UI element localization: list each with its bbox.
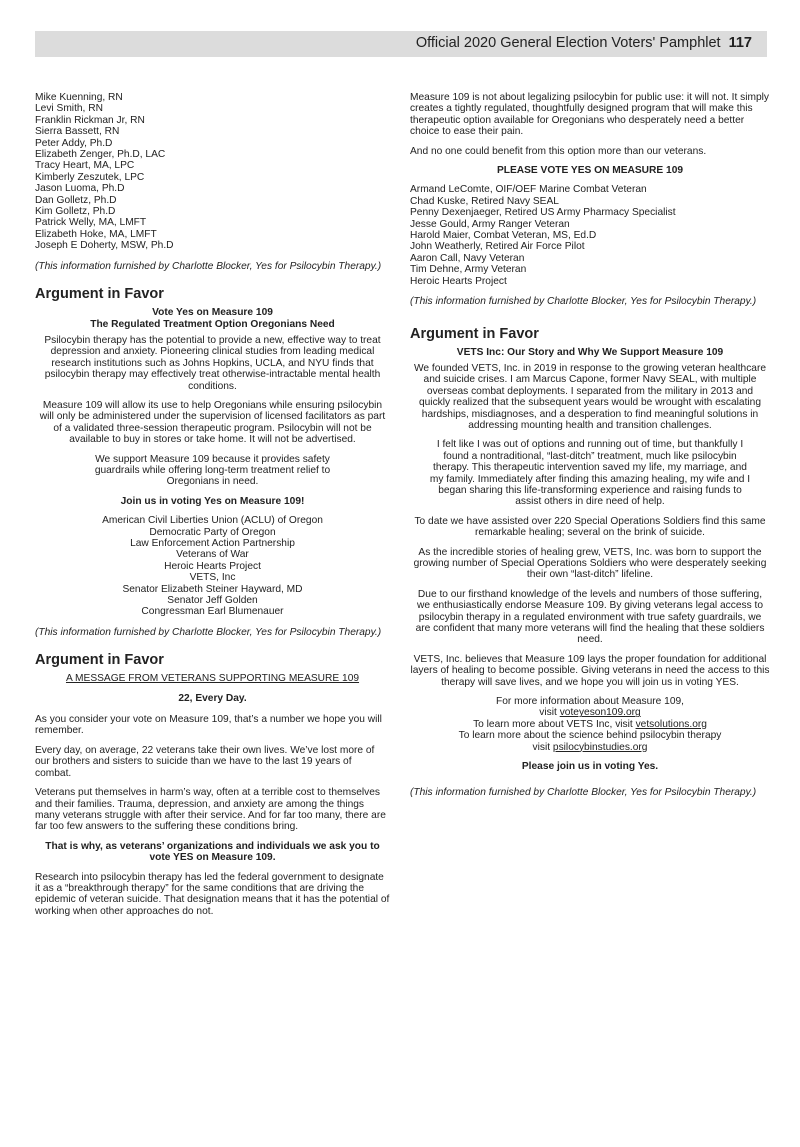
supporter: American Civil Liberties Union (ACLU) of Oregon <box>102 515 323 527</box>
right-column <box>410 92 770 812</box>
signer: Mike Kuenning, RN <box>35 92 123 103</box>
visit-text: visit <box>532 741 551 753</box>
signer: Jason Luoma, Ph.D <box>35 183 125 195</box>
signer: Jesse Gould, Army Ranger Veteran <box>410 218 570 230</box>
info-line <box>410 742 770 753</box>
paragraph: Due to our firsthand knowledge of the levels and numbers of those suffering, we enthusiastically endorse Measure 109. By giving veterans legal access to psilocybin therapy in a regulated environment with true safety guardrails, we are confident that many more veterans will find the healing that these soldiers need. <box>415 588 765 646</box>
signer: Tracy Heart, MA, LPC <box>35 160 135 172</box>
argument-heading: Argument in Favor <box>410 325 539 342</box>
join-call: Join us in voting Yes on Measure 109! <box>120 495 305 507</box>
paragraph: To date we have assisted over 220 Special Operations Soldiers find this same remarkable healing; several on the brink of suicide. <box>414 515 766 539</box>
paragraph: We support Measure 109 because it provides safety guardrails while offering long-term treatment relief to Oregonians in need. <box>94 453 331 488</box>
supporter: Senator Jeff Golden <box>167 595 258 607</box>
furnished-note: (This information furnished by Charlotte Blocker, Yes for Psilocybin Therapy.) <box>410 296 757 308</box>
argument-subtitle: A MESSAGE FROM VETERANS SUPPORTING MEASURE 109 <box>65 673 360 685</box>
every-day-title: 22, Every Day. <box>178 692 247 704</box>
signer: Joseph E Doherty, MSW, Ph.D <box>35 240 174 252</box>
signer: Levi Smith, RN <box>35 103 103 115</box>
furnished-note: (This information furnished by Charlotte Blocker, Yes for Psilocybin Therapy.) <box>35 626 382 638</box>
info-line <box>410 707 770 718</box>
signer: John Weatherly, Retired Air Force Pilot <box>410 241 585 253</box>
bold-call: That is why, as veterans’ organizations and individuals we ask you to vote YES on Measure 109. <box>45 840 380 864</box>
signer: Armand LeComte, OIF/OEF Marine Combat Veteran <box>410 184 647 196</box>
signer: Kimberly Zeszutek, LPC <box>35 171 145 183</box>
signer: Elizabeth Hoke, MA, LMFT <box>35 228 157 240</box>
paragraph: VETS, Inc. believes that Measure 109 lays the proper foundation for additional layers of healing to become possible. Giving veterans in need the access to this therapy will save lives, and we hope you will join us in voting YES. <box>410 653 770 688</box>
signer: Harold Maier, Combat Veteran, MS, Ed.D <box>410 230 597 242</box>
signer: Tim Dehne, Army Veteran <box>410 264 527 276</box>
info-text: To learn more about VETS Inc, visit <box>473 718 633 730</box>
page-number: 117 <box>728 35 752 51</box>
paragraph: We founded VETS, Inc. in 2019 in response to the growing veteran healthcare and suicide crises. I am Marcus Capone, former Navy SEAL, with multiple overseas combat deployments. I separated from the military in 2013 and quickly realized that the subsequent years would be wrought with escalating hardships, misdiagnoses, and a desperation to find meaningful solutions in addressing mounting health and transition challenges. <box>413 362 767 431</box>
paragraph: Veterans put themselves in harm’s way, often at a terrible cost to themselves and their families. Trauma, depression, and anxiety are among the things many veterans struggle with after their service. And for far too many, there are far too few answers to the suffering these conditions bring. <box>35 787 386 833</box>
signer-list <box>35 92 390 252</box>
left-column <box>35 92 390 925</box>
signer-list <box>410 184 770 287</box>
supporter: Senator Elizabeth Steiner Hayward, MD <box>122 583 303 595</box>
info-line: For more information about Measure 109, <box>496 696 684 708</box>
paragraph: And no one could benefit from this option more than our veterans. <box>410 145 707 157</box>
signer: Dan Golletz, Ph.D <box>35 194 117 206</box>
supporter: Veterans of War <box>176 549 249 561</box>
header-title <box>416 35 752 51</box>
paragraph: Measure 109 is not about legalizing psilocybin for public use: it will not. It simply creates a tightly regulated, thoughtfully designed program that will make this therapeutic option available for Oregonians who desperately need a better choice to ease their pain. <box>410 92 770 138</box>
info-line: To learn more about the science behind psilocybin therapy <box>458 730 722 742</box>
signer: Franklin Rickman Jr, RN <box>35 114 145 126</box>
visit-text: visit <box>539 707 557 719</box>
furnished-note: (This information furnished by Charlotte Blocker, Yes for Psilocybin Therapy.) <box>410 786 757 798</box>
signer: Peter Addy, Ph.D <box>35 137 113 149</box>
supporter: Congressman Earl Blumenauer <box>141 606 284 618</box>
vetsolutions-link[interactable]: vetsolutions.org <box>635 718 707 730</box>
signer: Sierra Bassett, RN <box>35 126 120 138</box>
furnished-note: (This information furnished by Charlotte Blocker, Yes for Psilocybin Therapy.) <box>35 260 382 272</box>
supporter: Heroic Hearts Project <box>164 560 261 572</box>
argument-subtitle: VETS Inc: Our Story and Why We Support Measure 109 <box>456 346 724 358</box>
supporter: Democratic Party of Oregon <box>149 526 276 538</box>
info-line <box>410 719 770 730</box>
argument-subtitle: Vote Yes on Measure 109 <box>152 307 273 319</box>
signer: Patrick Welly, MA, LMFT <box>35 217 147 229</box>
paragraph: As the incredible stories of healing grew, VETS, Inc. was born to support the growing number of Special Operations Soldiers who were desperately seeking their own “last-ditch” lifeline. <box>413 546 767 581</box>
supporter-list <box>35 515 390 618</box>
argument-heading: Argument in Favor <box>35 286 164 303</box>
argument-heading: Argument in Favor <box>35 652 164 669</box>
signer: Heroic Hearts Project <box>410 275 507 287</box>
info-links <box>410 696 770 753</box>
signer: Penny Dexenjaeger, Retired US Army Pharmacy Specialist <box>410 207 676 219</box>
page-header <box>35 31 767 57</box>
supporter: VETS, Inc <box>189 572 236 584</box>
paragraph: Measure 109 will allow its use to help Oregonians while ensuring psilocybin will only be administered under the supervision of licensed facilitators as part of a validated three-session therapeutic program. Psilocybin will not be available to buy in stores or take home. It will not be advertised. <box>39 399 386 446</box>
please-vote: PLEASE VOTE YES ON MEASURE 109 <box>496 165 684 177</box>
voteyes-link[interactable]: voteyeson109.org <box>559 707 641 719</box>
signer: Kim Golletz, Ph.D <box>35 206 116 218</box>
signer: Elizabeth Zenger, Ph.D, LAC <box>35 149 166 161</box>
signer: Chad Kuske, Retired Navy SEAL <box>410 195 559 207</box>
paragraph: As you consider your vote on Measure 109, that’s a number we hope you will remember. <box>35 714 382 737</box>
supporter: Law Enforcement Action Partnership <box>130 538 295 549</box>
please-join: Please join us in voting Yes. <box>521 761 659 773</box>
paragraph: Psilocybin therapy has the potential to provide a new, effective way to treat depression and anxiety. Pioneering clinical studies from leading medical research institutions such as Johns Hopkins, UCLA, and NYU finds that psilocybin therapy may effectively treat otherwise-intractable mental health conditions. <box>44 334 381 392</box>
psilocybinstudies-link[interactable]: psilocybinstudies.org <box>552 741 648 753</box>
paragraph: Research into psilocybin therapy has led the federal government to designate it as a “breakthrough therapy” for the same conditions that are driving the epidemic of veteran suicide. That designation means that it has the potential of working when other approaches do not. <box>35 871 390 917</box>
signer: Aaron Call, Navy Veteran <box>410 252 525 264</box>
paragraph: Every day, on average, 22 veterans take their own lives. We’ve lost more of our brothers and sisters to suicide than we have to the last 19 years of combat. <box>35 744 375 779</box>
paragraph: I felt like I was out of options and running out of time, but thankfully I found a nontraditional, “last-ditch” treatment, much like psilocybin therapy. This therapeutic intervention saved my life, my marriage, and my family. Immediately after finding this amazing healing, my wife and I began sharing this life-transforming experience and raising funds to assist others in dire need of help. <box>429 439 751 508</box>
argument-subtitle: The Regulated Treatment Option Oregonians Need <box>90 318 335 330</box>
pamphlet-title: Official 2020 General Election Voters' Pamphlet <box>415 35 721 51</box>
